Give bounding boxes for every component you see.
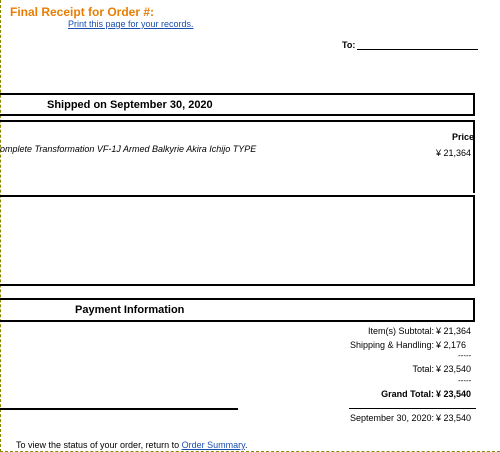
to-label: To: (342, 40, 356, 50)
subtotal-label: Item(s) Subtotal: (367, 326, 434, 336)
subtotal-value: ¥ 21,364 (436, 326, 472, 336)
order-summary-link[interactable]: Order Summary (181, 440, 245, 450)
print-page-link[interactable]: Print this page for your records. (68, 19, 194, 29)
footer-text (16, 440, 247, 450)
receipt-title: Final Receipt for Order #: (10, 5, 155, 19)
grand-total-label: Grand Total: (381, 389, 434, 399)
payment-divider-right (349, 408, 476, 409)
payment-divider-left (0, 408, 238, 410)
total-label: Total: (412, 364, 434, 374)
total-value: ¥ 23,540 (436, 364, 472, 374)
shipping-value: ¥ 2,176 (436, 340, 467, 350)
shipment-header-box (0, 93, 475, 116)
empty-section-box (0, 195, 475, 286)
payment-title: Payment Information (75, 304, 185, 316)
grand-total-value: ¥ 23,540 (436, 389, 472, 399)
footer-suffix: . (244, 440, 248, 450)
item-description: omplete Transformation VF-1J Armed Balkyrie Akira Ichijo TYPE (0, 144, 257, 154)
payment-header-box (0, 298, 475, 322)
payment-date-label: September 30, 2020: (349, 413, 434, 423)
shipment-title: Shipped on September 30, 2020 (47, 99, 213, 111)
subtotal-divider: ----- (458, 351, 472, 360)
shipment-items-box (0, 120, 475, 193)
price-column-header: Price (452, 132, 475, 142)
payment-date-value: ¥ 23,540 (436, 413, 472, 423)
footer-prefix: To view the status of your order, return to (16, 440, 182, 450)
to-signature-line (357, 49, 478, 50)
shipping-label: Shipping & Handling: (349, 340, 434, 350)
total-divider: ----- (458, 376, 472, 385)
item-price: ¥ 21,364 (436, 148, 472, 158)
